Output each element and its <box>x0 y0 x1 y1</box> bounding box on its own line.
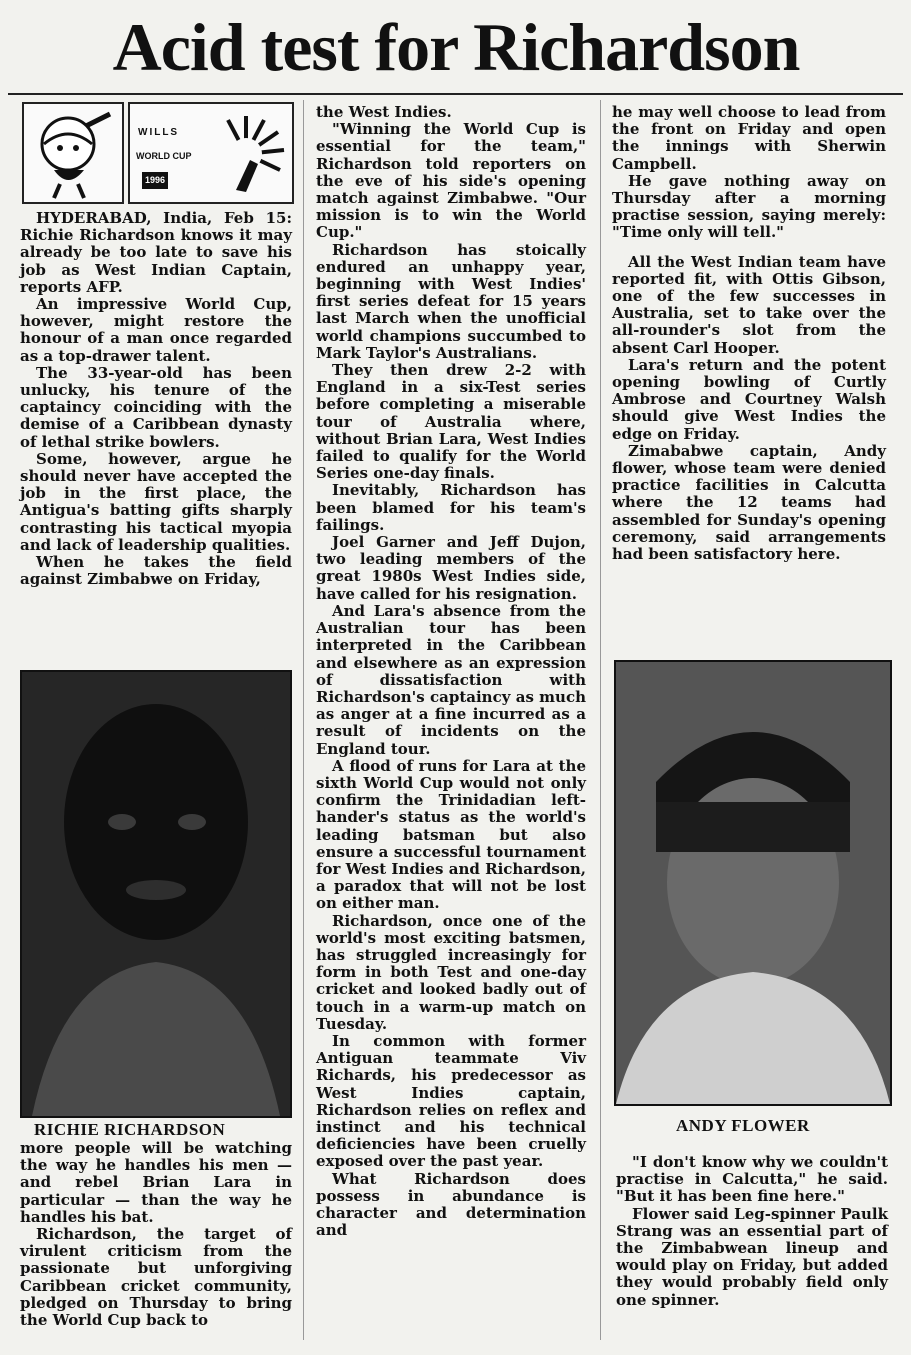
headline-rule <box>8 93 903 95</box>
logo-brand: WILLS <box>138 127 180 138</box>
column-divider <box>303 100 304 1340</box>
paragraph: HYDERABAD, India, Feb 15: Richie Richardson knows it may already be too late to save his job as West Indian Captain, reports AFP. <box>20 209 292 296</box>
paragraph: They then drew 2-2 with England in a six-Test series before completing a miserable tour of Australia where, without Brian Lara, West Indies failed to qualify for the World Series one-day finals. <box>316 361 586 483</box>
logo-row <box>20 100 292 204</box>
logo-event: WORLD CUP <box>136 151 192 161</box>
paragraph: Inevitably, Richardson has been blamed for his team's failings. <box>316 481 586 534</box>
paragraph: When he takes the field against Zimbabwe on Friday, <box>20 553 292 589</box>
article-column-3 <box>612 104 886 563</box>
paragraph: the West Indies. <box>316 103 452 121</box>
paragraph: he may well choose to lead from the front on Friday and open the innings with Sherwin Campbell. <box>612 103 886 173</box>
paragraph: A flood of runs for Lara at the sixth World Cup would not only confirm the Trinidadian left-hander's status as the world's leading batsman but also ensure a successful tournament for West Indies and Richardson, a paradox that will not be lost on either man. <box>316 756 586 913</box>
richie-richardson-photo <box>20 670 292 1118</box>
paragraph: The 33-year-old has been unlucky, his tenure of the captaincy coinciding with the demise of a Caribbean dynasty of lethal strike bowlers. <box>20 363 292 451</box>
wills-world-cup-logo <box>128 102 294 204</box>
photo-caption-richie: RICHIE RICHARDSON <box>34 1120 226 1139</box>
logo-year: 1996 <box>142 172 168 189</box>
paragraph: He gave nothing away on Thursday after a morning practise session, saying merely: "Time only will tell." <box>612 171 886 242</box>
paragraph: In common with former Antiguan teammate Viv Richards, his predecessor as West Indies captain, Richardson relies on reflex and instinct and his technical deficiencies have been cruelly exposed over the past year. <box>316 1031 586 1171</box>
paragraph: Lara's return and the potent opening bowling of Curtly Ambrose and Courtney Walsh should give West Indies the edge on Friday. <box>612 355 886 443</box>
paragraph: All the West Indian team have reported fit, with Ottis Gibson, one of the few successes in Australia, set to take over the all-rounder's slot from the absent Carl Hooper. <box>612 252 886 357</box>
article-column-3-lower <box>616 1154 888 1309</box>
cricket-mascot-logo <box>22 102 124 204</box>
sunburst-icon <box>206 110 288 196</box>
paragraph: And Lara's absence from the Australian tour has been interpreted in the Caribbean and elsewhere as an expression of dissatisfaction with Richardson's captaincy as much as anger at a fine incurred as a result of incidents on the England tour. <box>316 601 586 758</box>
paragraph: What Richardson does possess in abundance is character and determination and <box>316 1169 586 1240</box>
column-divider <box>600 100 601 1340</box>
paragraph: Some, however, argue he should never have accepted the job in the first place, the Antigua's batting gifts sharply contrasting his tactical myopia and lack of leadership qualities. <box>20 449 292 554</box>
paragraph: Richardson, the target of virulent criticism from the passionate but unforgiving Caribbean cricket community, pledged on Thursday to bring the World Cup back to <box>20 1225 292 1330</box>
paragraph: "I don't know why we couldn't practise in Calcutta," he said. "But it has been fine here." <box>616 1153 888 1206</box>
paragraph: An impressive World Cup, however, might restore the honour of a man once regarded as a top-drawer talent. <box>20 295 292 365</box>
article-column-1-lower <box>20 1140 292 1329</box>
paragraph: more people will be watching the way he handles his men — and rebel Brian Lara in particular — than the way he handles his bat. <box>20 1139 292 1226</box>
paragraph: Richardson has stoically endured an unhappy year, beginning with West Indies' first series defeat for 15 years last March when the unofficial world champions succumbed to Mark Taylor's Australians. <box>316 240 586 362</box>
headline: Acid test for Richardson <box>112 9 800 85</box>
article-column-2 <box>316 104 586 1239</box>
mascot-icon <box>24 104 122 202</box>
article-column-1 <box>20 100 292 588</box>
andy-flower-photo <box>614 660 892 1106</box>
photo-caption-flower: ANDY FLOWER <box>676 1116 810 1135</box>
paragraph: Joel Garner and Jeff Dujon, two leading members of the great 1980s West Indies side, have called for his resignation. <box>316 533 586 603</box>
paragraph: Zimababwe captain, Andy flower, whose team were denied practice facilities in Calcutta where the 12 teams had assembled for Sunday's opening ceremony, said arrangements had been satisfactory here. <box>612 441 886 564</box>
paragraph: Flower said Leg-spinner Paulk Strang was an essential part of the Zimbabwean lineup and would play on Friday, but added they would probably field only one spinner. <box>616 1204 888 1309</box>
paragraph: "Winning the World Cup is essential for the team," Richardson told reporters on the eve of his side's opening match against Zimbabwe. "Our mission is to win the World Cup." <box>316 120 586 242</box>
paragraph: Richardson, once one of the world's most exciting batsmen, has struggled increasingly for form in both Test and one-day cricket and looked badly out of touch in a warm-up match on Tuesday. <box>316 911 586 1033</box>
